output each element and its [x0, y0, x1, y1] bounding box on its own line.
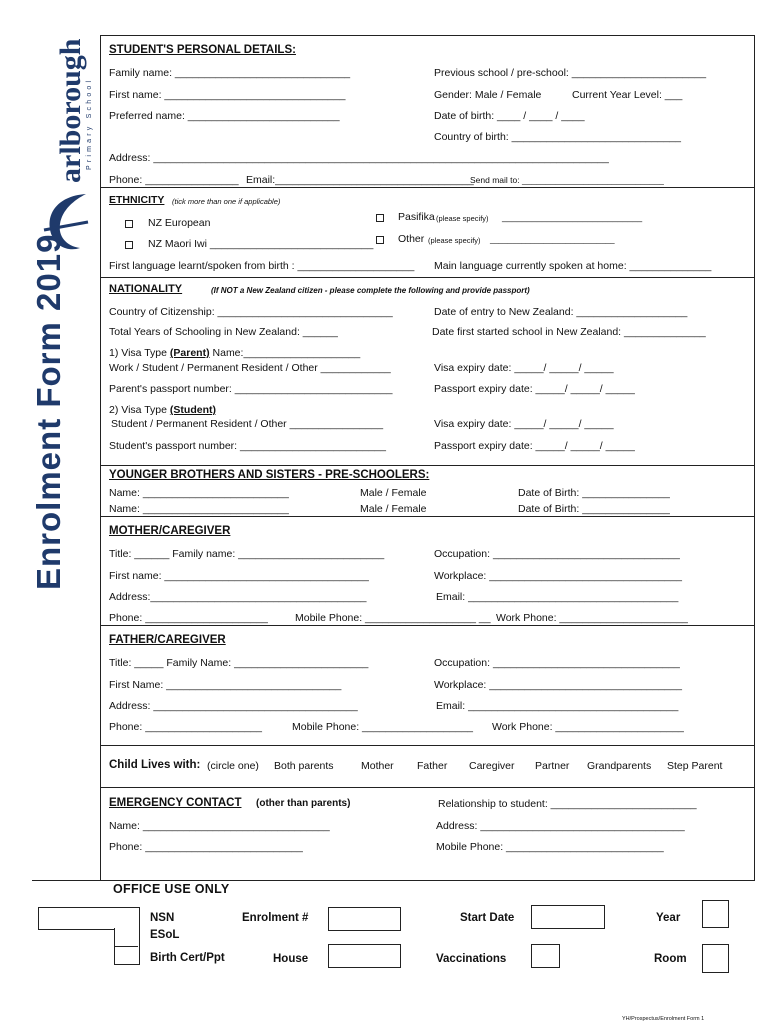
phone-field[interactable]: Phone: ________________	[109, 174, 239, 186]
child-lives-with-label: Child Lives with:	[109, 759, 201, 771]
sibling-1-gender-field[interactable]: Male / Female	[360, 487, 427, 499]
send-mail-field[interactable]: Send mail to: ______________________________	[470, 175, 664, 185]
option-step-parent[interactable]: Step Parent	[667, 760, 723, 772]
vaccinations-label: Vaccinations	[436, 953, 507, 965]
room-box[interactable]	[702, 944, 729, 973]
pasifika-label: Pasifika	[398, 211, 435, 223]
divider	[114, 946, 138, 947]
date-first-started-field[interactable]: Date first started school in New Zealand: ______________	[432, 326, 706, 338]
other-ethnicity-note: (please specify)	[428, 236, 481, 245]
visa-type-student-row	[109, 404, 216, 416]
sibling-2-gender-field[interactable]: Male / Female	[360, 503, 427, 515]
visa-expiry-parent-field[interactable]: Visa expiry date: _____/ _____/ _____	[434, 362, 614, 374]
pasifika-specify-field[interactable]: ____________________________	[502, 212, 643, 222]
ethnicity-note: (tick more than one if applicable)	[172, 197, 281, 206]
option-caregiver[interactable]: Caregiver	[469, 760, 515, 772]
section-heading-nationality: NATIONALITY	[109, 283, 183, 295]
enrolment-number-label: Enrolment #	[242, 912, 309, 924]
nz-european-label: NZ European	[148, 217, 211, 229]
enrolment-number-box[interactable]	[328, 907, 401, 931]
father-occupation-field[interactable]: Occupation: ________________________________	[434, 657, 680, 669]
divider	[100, 787, 754, 788]
option-mother[interactable]: Mother	[361, 760, 394, 772]
country-of-citizenship-field[interactable]: Country of Citizenship: ______________________________	[109, 306, 393, 318]
visa-student-type-field[interactable]: Student / Permanent Resident / Other ________________	[111, 418, 384, 430]
frame-top-border	[100, 35, 754, 36]
preferred-name-field[interactable]: Preferred name: __________________________	[109, 110, 340, 122]
date-of-entry-field[interactable]: Date of entry to New Zealand: ___________________	[434, 306, 688, 318]
house-box[interactable]	[328, 944, 401, 968]
total-years-schooling-field[interactable]: Total Years of Schooling in New Zealand: ______	[109, 326, 338, 338]
sibling-2-name-field[interactable]: Name: _________________________	[109, 503, 289, 515]
start-date-box[interactable]	[531, 905, 605, 929]
year-level-field[interactable]: Current Year Level: ___	[572, 89, 683, 101]
divider	[100, 745, 754, 746]
visa-parent-name-field[interactable]: Name:____________________	[212, 347, 361, 359]
section-heading-ethnicity: ETHNICITY	[109, 194, 165, 206]
mother-occupation-field[interactable]: Occupation: ________________________________	[434, 548, 680, 560]
emergency-mobile-field[interactable]: Mobile Phone: ___________________________	[436, 841, 664, 853]
divider	[100, 277, 754, 278]
section-heading-siblings: YOUNGER BROTHERS AND SISTERS - PRE-SCHOOLERS:	[109, 469, 430, 481]
frame-bottom-border	[32, 880, 754, 881]
father-mobile-field[interactable]: Mobile Phone: ___________________	[292, 721, 473, 733]
main-language-field[interactable]: Main language currently spoken at home: ______________	[434, 260, 712, 272]
date-of-birth-field[interactable]: Date of birth: ____ / ____ / ____	[434, 110, 585, 122]
other-ethnicity-label: Other	[398, 233, 425, 245]
parent-passport-field[interactable]: Parent's passport number: ___________________________	[109, 383, 393, 395]
divider	[100, 625, 754, 626]
section-heading-personal: STUDENT'S PERSONAL DETAILS:	[109, 44, 296, 56]
section-heading-emergency: EMERGENCY CONTACT	[109, 797, 242, 809]
mother-mobile-field[interactable]: Mobile Phone: ___________________ __	[295, 612, 491, 624]
section-heading-father: FATHER/CAREGIVER	[109, 634, 226, 646]
passport-expiry-student-field[interactable]: Passport expiry date: _____/ _____/ _____	[434, 440, 635, 452]
mother-address-field[interactable]: Address:_____________________________________	[109, 591, 367, 603]
first-name-field[interactable]: First name: _______________________________	[109, 89, 346, 101]
address-field[interactable]: Address: ______________________________________________________________________________	[109, 152, 609, 164]
birth-cert-label: Birth Cert/Ppt	[150, 952, 225, 964]
father-first-name-field[interactable]: First Name: ______________________________	[109, 679, 342, 691]
visa-expiry-student-field[interactable]: Visa expiry date: _____/ _____/ _____	[434, 418, 614, 430]
sibling-2-dob-field[interactable]: Date of Birth: _______________	[518, 503, 670, 515]
visa-type-student-label: 2) Visa Type	[109, 404, 167, 416]
pasifika-note: (please specify)	[436, 214, 489, 223]
emergency-relationship-field[interactable]: Relationship to student: _________________________	[438, 798, 697, 810]
mother-email-field[interactable]: Email: ____________________________________	[436, 591, 679, 603]
nsn-box[interactable]	[38, 907, 140, 930]
emergency-name-field[interactable]: Name: ________________________________	[109, 820, 330, 832]
visa-parent-label: (Parent)	[169, 347, 210, 359]
section-heading-mother: MOTHER/CAREGIVER	[109, 525, 231, 537]
other-ethnicity-specify-field[interactable]: ____________________________	[490, 235, 615, 244]
family-name-field[interactable]: Family name: ______________________________	[109, 67, 351, 79]
vaccinations-box[interactable]	[531, 944, 560, 968]
mother-title-family-name-field[interactable]: Title: ______ Family name: _________________________	[109, 548, 385, 560]
mother-workplace-field[interactable]: Workplace: _________________________________	[434, 570, 682, 582]
option-partner[interactable]: Partner	[535, 760, 570, 772]
emergency-phone-field[interactable]: Phone: ___________________________	[109, 841, 303, 853]
gender-field[interactable]: Gender: Male / Female	[434, 89, 542, 101]
nz-maori-checkbox[interactable]	[125, 241, 133, 249]
child-lives-with-hint: (circle one)	[207, 760, 259, 772]
divider	[100, 465, 754, 466]
previous-school-field[interactable]: Previous school / pre-school: _______________________	[434, 67, 707, 79]
emergency-note: (other than parents)	[256, 798, 351, 809]
divider	[100, 516, 754, 517]
visa-type-parent-label: 1) Visa Type	[109, 347, 167, 359]
mother-phone-field[interactable]: Phone: _____________________	[109, 612, 268, 624]
father-title-family-name-field[interactable]: Title: _____ Family Name: _______________________	[109, 657, 369, 669]
passport-expiry-parent-field[interactable]: Passport expiry date: _____/ _____/ _____	[434, 383, 635, 395]
visa-type-parent-row	[109, 347, 360, 359]
house-label: House	[273, 953, 309, 965]
form-side-title: Enrolment Form 2019	[30, 233, 67, 590]
country-of-birth-field[interactable]: Country of birth: _____________________________	[434, 131, 681, 143]
divider	[100, 187, 754, 188]
start-date-label: Start Date	[460, 912, 515, 924]
office-use-heading: OFFICE USE ONLY	[113, 882, 230, 896]
father-work-phone-field[interactable]: Work Phone: ______________________	[492, 721, 684, 733]
nationality-note: (If NOT a New Zealand citizen - please complete the following and provide passport)	[211, 286, 530, 295]
frame-right-border	[754, 35, 755, 881]
year-box[interactable]	[702, 900, 729, 928]
pasifika-checkbox[interactable]	[376, 214, 384, 222]
emergency-address-field[interactable]: Address: ___________________________________	[436, 820, 685, 832]
option-both-parents[interactable]: Both parents	[274, 760, 334, 772]
father-address-field[interactable]: Address: ___________________________________	[109, 700, 358, 712]
sibling-1-name-field[interactable]: Name: _________________________	[109, 487, 289, 499]
father-phone-field[interactable]: Phone: ____________________	[109, 721, 262, 733]
esol-label: ESoL	[150, 929, 180, 941]
footer-reference: YH/Prospectus/Enrolment Form 1	[622, 1016, 705, 1022]
father-email-field[interactable]: Email: ____________________________________	[436, 700, 679, 712]
option-father[interactable]: Father	[417, 760, 448, 772]
school-logo-wordmark: arlborough	[54, 38, 87, 183]
other-ethnicity-checkbox[interactable]	[376, 236, 384, 244]
option-grandparents[interactable]: Grandparents	[587, 760, 652, 772]
student-passport-field[interactable]: Student's passport number: _________________________	[109, 440, 386, 452]
sibling-1-dob-field[interactable]: Date of Birth: _______________	[518, 487, 670, 499]
first-language-field[interactable]: First language learnt/spoken from birth : ____________________	[109, 260, 415, 272]
email-field[interactable]: Email:__________________________________	[246, 174, 474, 186]
nsn-label: NSN	[150, 912, 175, 924]
nz-maori-field[interactable]: NZ Maori Iwi ____________________________	[148, 238, 374, 250]
mother-first-name-field[interactable]: First name: ___________________________________	[109, 570, 369, 582]
father-workplace-field[interactable]: Workplace: _________________________________	[434, 679, 682, 691]
visa-parent-type-field[interactable]: Work / Student / Permanent Resident / Other ____________	[109, 362, 391, 374]
nz-european-checkbox[interactable]	[125, 220, 133, 228]
frame-left-border	[100, 35, 101, 881]
school-logo-subtitle: Primary School	[86, 77, 93, 170]
room-label: Room	[654, 953, 687, 965]
year-label: Year	[656, 912, 681, 924]
mother-work-phone-field[interactable]: Work Phone: ______________________	[496, 612, 688, 624]
visa-student-label: (Student)	[169, 404, 216, 416]
